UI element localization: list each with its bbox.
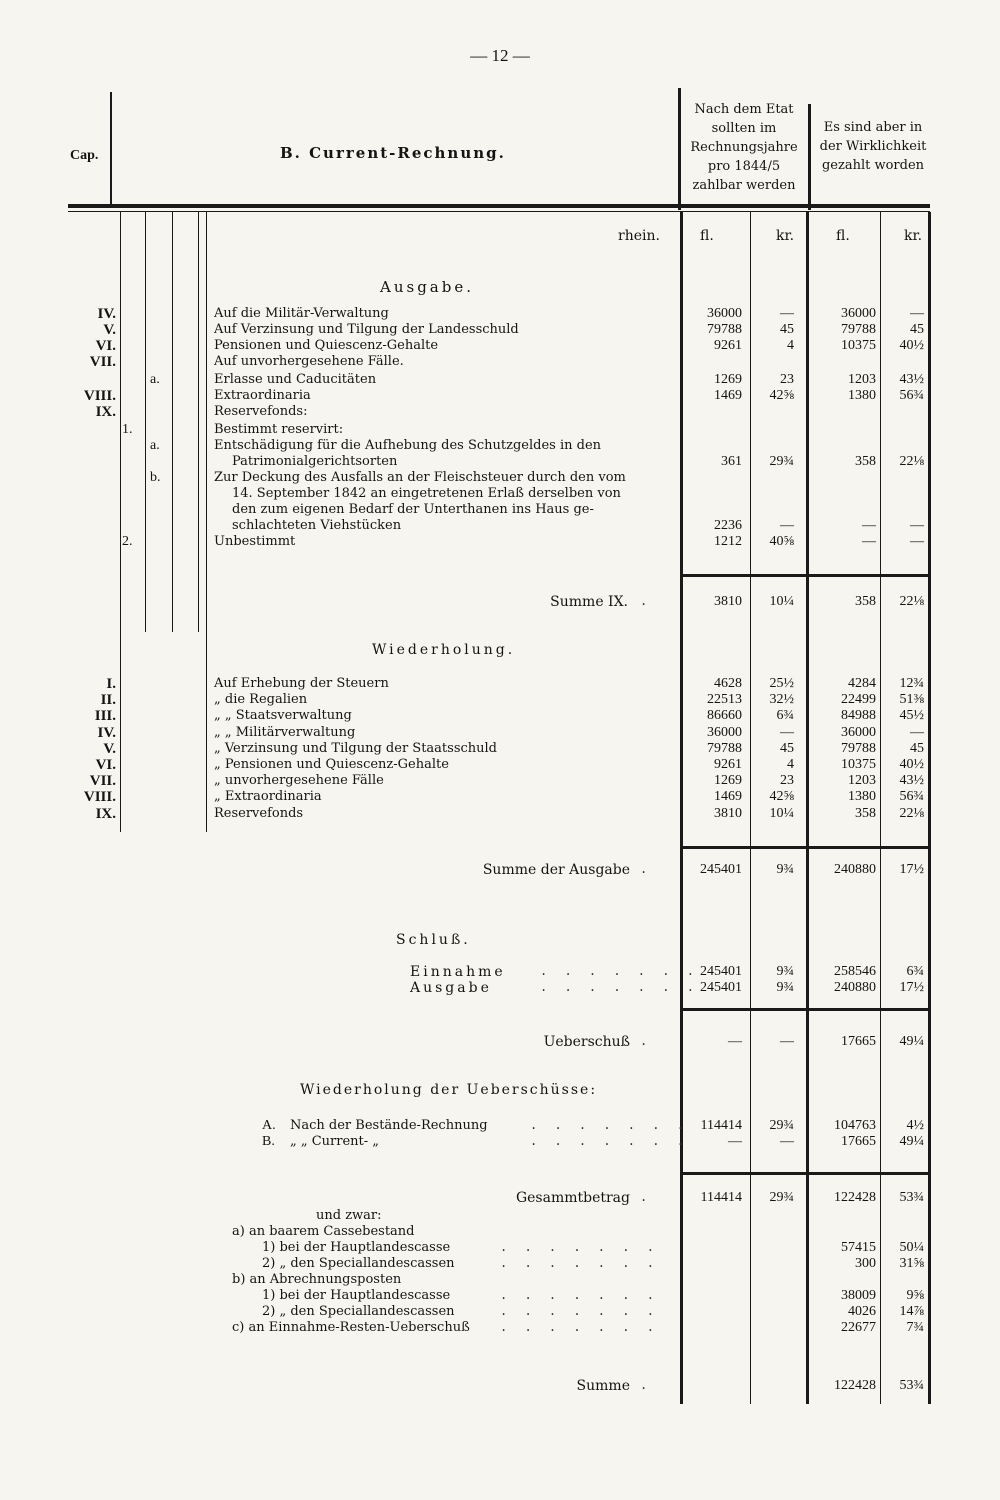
ausgabe-row-paid-kr: 45 [910, 322, 924, 337]
und-zwar-row-paid-fl: 57415 [841, 1240, 876, 1255]
summe-final-paid-fl: 122428 [834, 1378, 876, 1393]
ausgabe-row-etat-kr: 45 [780, 322, 794, 337]
wiederholung-row-text: „ „ Militärverwaltung [214, 724, 356, 740]
cap-header: Cap. [70, 148, 99, 163]
ausgabe-row-etat-fl: 1269 [714, 372, 742, 387]
ausgabe-sub: 1. [122, 422, 133, 437]
header-rule [68, 204, 930, 208]
ausgabe-row-paid-kr: 56¾ [899, 388, 924, 403]
und-zwar-row-paid-fl: 4026 [848, 1304, 876, 1319]
und-zwar-row-text: 1) bei der Hauptlandescasse [262, 1240, 451, 1255]
wiederholung-row-paid-kr: 22⅛ [899, 805, 924, 821]
sub-rule-2 [172, 212, 173, 632]
etat-kr-unit: kr. [776, 228, 795, 244]
ausgabe-row-text: Erlasse und Caducitäten [214, 372, 377, 387]
ausgabe-row-etat-fl: 79788 [707, 322, 742, 337]
ausgabe-row-paid-fl: 1380 [848, 388, 876, 403]
wiederholung-row-paid-fl: 22499 [841, 692, 876, 708]
ausgabe-row-paid-kr: — [910, 306, 924, 321]
ausgabe-row-paid-fl: 10375 [841, 338, 876, 353]
und-zwar-row-dots: . . . . . . . [500, 1320, 659, 1334]
wiederholung-title: Wiederholung. [372, 642, 516, 658]
wiederholung-row-text: „ die Regalien [214, 692, 308, 708]
schluss-row-text: Ausgabe [410, 980, 492, 996]
und-zwar-row-paid-kr: 7¾ [906, 1320, 924, 1335]
wiederholung-cap: V. [103, 740, 116, 757]
wiederholung-row-etat-fl: 79788 [707, 740, 742, 756]
und-zwar-row-text: 2) „ den Speciallandescassen [262, 1256, 455, 1271]
und-zwar-row-paid-kr: 31⅝ [899, 1256, 924, 1271]
wiederholung-row-paid-fl: 84988 [841, 708, 876, 724]
wiederholung-row-paid-kr: 40½ [899, 757, 924, 772]
ausgabe-row-text: Zur Deckung des Ausfalls an der Fleischsteuer durch den vom [214, 470, 626, 485]
summe-ix-paid-kr: 22⅛ [899, 594, 924, 609]
ausgabe-row-etat-fl: 1212 [714, 534, 742, 549]
und-zwar-row-dots: . . . . . . . [500, 1256, 659, 1270]
schluss-row-etat-kr: 9¾ [776, 980, 794, 995]
ausgabe-row-etat-kr: — [780, 306, 794, 321]
ausgabe-cap: IX. [95, 404, 116, 420]
ausgabe-row-etat-kr: — [780, 518, 794, 533]
ueberschuss-row-paid-kr: 4½ [906, 1118, 924, 1133]
und-zwar-row-dots: . . . . . . . [500, 1288, 659, 1302]
gesammtbetrag-etat-fl: 114414 [700, 1190, 742, 1205]
ueberschuss-letter: A. [262, 1118, 276, 1133]
ausgabe-sub2: a. [150, 372, 160, 387]
schluss-row-paid-fl: 240880 [834, 980, 876, 995]
ueberschuss-row-paid-kr: 49¼ [899, 1134, 924, 1149]
ausgabe-row-etat-fl: 9261 [714, 338, 742, 353]
wiederholung-cap: III. [94, 708, 116, 725]
wiederholung-row-paid-fl: 1380 [848, 789, 876, 805]
und-zwar-row-dots: . . . . . . . [500, 1304, 659, 1318]
ausgabe-row-text: Bestimmt reservirt: [214, 422, 344, 437]
wiederholung-row-paid-kr: — [910, 724, 924, 740]
ausgabe-row-text: den zum eigenen Bedarf der Unterthanen ins Haus ge- [232, 502, 594, 517]
ausgabe-row-paid-fl: 358 [855, 454, 876, 469]
wiederholung-row-paid-fl: 1203 [848, 773, 876, 789]
wiederholung-row-etat-kr: — [780, 724, 794, 740]
section-title: B. Current-Rechnung. [280, 144, 506, 162]
wiederholung-cap: IX. [95, 805, 116, 822]
summe-ausgabe-etat-fl: 245401 [700, 862, 742, 877]
sub-rule-1 [145, 212, 146, 632]
ausgabe-cap: VIII. [83, 388, 116, 404]
summe-ix-etat-kr: 10¼ [769, 594, 794, 609]
wiederholung-row-paid-kr: 45 [910, 740, 924, 756]
ausgabe-row-paid-fl: 79788 [841, 322, 876, 337]
und-zwar-row-paid-fl: 300 [855, 1256, 876, 1271]
summe-ausgabe-rule [680, 846, 930, 849]
ausgabe-row-etat-kr: 42⅝ [769, 388, 794, 403]
wiederholung-row-etat-kr: 45 [780, 740, 794, 756]
ausgabe-row-text: Extraordinaria [214, 388, 311, 403]
ausgabe-row-text: Auf die Militär-Verwaltung [214, 306, 389, 321]
ausgabe-row-paid-kr: 22⅛ [899, 454, 924, 469]
ueberschuss-row-etat-fl: — [728, 1134, 742, 1149]
wiederholung-row-text: Auf Erhebung der Steuern [214, 676, 389, 691]
wiederholung-row-etat-fl: 86660 [707, 708, 742, 724]
wiederholung-cap: II. [100, 692, 116, 709]
wiederholung-row-etat-kr: 25½ [769, 676, 794, 691]
schluss-row-text: Einnahme [410, 964, 506, 980]
wiederholung-cap: I. [106, 676, 116, 692]
und-zwar-row-paid-kr: 9⅝ [906, 1288, 924, 1303]
ueberschuss-row-etat-kr: 29¾ [769, 1118, 794, 1133]
wiederholung-row-paid-fl: 10375 [841, 757, 876, 772]
ausgabe-row-text: schlachteten Viehstücken [232, 518, 402, 533]
wiederholung-row-text: „ „ Staatsverwaltung [214, 708, 352, 724]
wiederholung-row-etat-kr: 6¾ [776, 708, 794, 724]
ausgabe-cap: VI. [95, 338, 116, 354]
wiederholung-row-etat-fl: 3810 [714, 805, 742, 821]
ausgabe-cap: VII. [89, 354, 116, 370]
ausgabe-row-text: 14. September 1842 an eingetretenen Erlaß derselben von [232, 486, 621, 501]
ausgabe-row-etat-kr: 23 [780, 372, 794, 387]
wiederholung-row-etat-fl: 4628 [714, 676, 742, 691]
wiederholung-row-text: „ Verzinsung und Tilgung der Staatsschuld [214, 740, 497, 756]
und-zwar-row-paid-kr: 50¼ [899, 1240, 924, 1255]
header-col-rule-2 [808, 104, 811, 210]
summe-ix-paid-fl: 358 [855, 594, 876, 609]
summe-ix-label: Summe IX. [550, 594, 628, 610]
ausgabe-row-text: Entschädigung für die Aufhebung des Schutzgeldes in den [214, 438, 602, 453]
header-col-rule-1 [678, 88, 681, 210]
ausgabe-row-etat-fl: 361 [721, 454, 742, 469]
wiederholung-row-etat-fl: 9261 [714, 757, 742, 772]
ausgabe-row-etat-fl: 1469 [714, 388, 742, 403]
column-header-paid: Es sind aber in der Wirklichkeit gezahlt worden [819, 120, 927, 173]
ausgabe-row-etat-kr: 40⅝ [769, 534, 794, 549]
ausgabe-cap: V. [103, 322, 116, 338]
ueberschuss-row-etat-kr: — [780, 1134, 794, 1149]
wiederholung-row-paid-fl: 79788 [841, 740, 876, 756]
und-zwar-row-paid-fl: 38009 [841, 1288, 876, 1303]
wiederholung-ueberschuesse-title: Wiederholung der Ueberschüsse: [300, 1082, 598, 1098]
page-number: — 12 — [470, 46, 530, 65]
und-zwar-row-text: 1) bei der Hauptlandescasse [262, 1288, 451, 1303]
gesammtbetrag-rule [680, 1172, 930, 1175]
schluss-row-paid-kr: 6¾ [906, 964, 924, 979]
ausgabe-cap: IV. [97, 306, 116, 322]
wiederholung-row-paid-kr: 12¾ [899, 676, 924, 691]
wiederholung-row-etat-kr: 10¼ [769, 805, 794, 821]
wiederholung-row-paid-fl: 4284 [848, 676, 876, 691]
und-zwar-row-text: b) an Abrechnungsposten [232, 1272, 402, 1287]
header-cap-rule [110, 92, 112, 204]
gesammtbetrag-label: Gesammtbetrag [515, 1190, 630, 1206]
ueberschuss-dots: . [640, 1034, 653, 1048]
ueberschuss-paid-fl: 17665 [841, 1034, 876, 1049]
schluss-row-etat-fl: 245401 [700, 980, 742, 995]
etat-right-rule [806, 212, 809, 1404]
ausgabe-row-text: Pensionen und Quiescenz-Gehalte [214, 338, 439, 353]
und-zwar-row-paid-fl: 22677 [841, 1320, 876, 1335]
paid-kr-rule [880, 212, 881, 1404]
gesammtbetrag-paid-kr: 53¾ [899, 1190, 924, 1205]
summe-ausgabe-etat-kr: 9¾ [776, 862, 794, 877]
summe-ausgabe-paid-kr: 17½ [899, 862, 924, 877]
ueberschuss-letter: B. [262, 1134, 275, 1149]
ausgabe-sub2: b. [150, 470, 161, 485]
wiederholung-row-etat-fl: 36000 [707, 724, 742, 740]
paid-kr-unit: kr. [904, 228, 923, 244]
ausgabe-row-text: Unbestimmt [214, 534, 296, 549]
schluss-row-dots: . . . . . . . [540, 980, 699, 994]
gesammtbetrag-etat-kr: 29¾ [769, 1190, 794, 1205]
wiederholung-row-etat-fl: 1469 [714, 789, 742, 805]
wiederholung-row-etat-kr: 23 [780, 773, 794, 789]
wiederholung-row-etat-fl: 1269 [714, 773, 742, 789]
ueberschuss-row-dots: . . . . . . . [530, 1118, 689, 1132]
ausgabe-row-etat-kr: 29¾ [769, 454, 794, 469]
column-header-etat: Nach dem Etat sollten im Rechnungsjahre pro 1844/5 zahlbar werden [690, 102, 798, 193]
ueberschuss-row-text: Nach der Bestände-Rechnung [290, 1118, 488, 1133]
und-zwar-row-paid-kr: 14⅞ [899, 1304, 924, 1319]
gesammtbetrag-dots: . [640, 1190, 653, 1204]
wiederholung-row-text: Reservefonds [214, 805, 304, 821]
ueberschuss-rule [680, 1008, 930, 1011]
summe-ix-dots: . [640, 594, 653, 608]
wiederholung-row-etat-kr: 4 [787, 757, 794, 772]
ueberschuss-row-text: „ „ Current- „ [290, 1134, 380, 1149]
ausgabe-title: Ausgabe. [380, 278, 474, 296]
text-rule [206, 212, 207, 832]
wiederholung-row-paid-kr: 45½ [899, 708, 924, 724]
etat-kr-rule [750, 212, 751, 1404]
schluss-row-dots: . . . . . . . [540, 964, 699, 978]
summe-ix-etat-fl: 3810 [714, 594, 742, 609]
wiederholung-cap: IV. [97, 724, 116, 741]
summe-final-label: Summe [576, 1378, 630, 1394]
ausgabe-row-paid-fl: 36000 [841, 306, 876, 321]
schluss-row-etat-kr: 9¾ [776, 964, 794, 979]
wiederholung-row-text: „ unvorhergesehene Fälle [214, 773, 384, 789]
ueberschuss-row-paid-fl: 17665 [841, 1134, 876, 1149]
wiederholung-cap: VI. [95, 757, 116, 773]
wiederholung-row-paid-kr: 43½ [899, 773, 924, 789]
schluss-row-etat-fl: 245401 [700, 964, 742, 979]
ueberschuss-label: Ueberschuß [543, 1034, 630, 1050]
ausgabe-sub2: a. [150, 438, 160, 453]
wiederholung-row-text: „ Extraordinaria [214, 789, 322, 805]
wiederholung-row-etat-kr: 42⅝ [769, 789, 794, 805]
und-zwar-title: und zwar: [316, 1208, 382, 1223]
ueberschuss-row-dots: . . . . . . . [530, 1134, 689, 1148]
wiederholung-row-etat-kr: 32½ [769, 692, 794, 708]
ausgabe-row-text: Auf Verzinsung und Tilgung der Landesschuld [214, 322, 519, 337]
summe-ausgabe-label: Summe der Ausgabe [482, 862, 630, 878]
ausgabe-row-etat-kr: 4 [787, 338, 794, 353]
summe-ausgabe-dots: . [640, 862, 653, 876]
wiederholung-row-paid-kr: 56¾ [899, 789, 924, 805]
ausgabe-row-paid-kr: 43½ [899, 372, 924, 387]
und-zwar-row-dots: . . . . . . . [500, 1240, 659, 1254]
wiederholung-row-paid-fl: 36000 [841, 724, 876, 740]
ausgabe-row-paid-kr: 40½ [899, 338, 924, 353]
ausgabe-row-paid-fl: 1203 [848, 372, 876, 387]
ueberschuss-row-etat-fl: 114414 [700, 1118, 742, 1133]
summe-final-paid-kr: 53¾ [899, 1378, 924, 1393]
paid-fl-unit: fl. [836, 228, 850, 244]
wiederholung-row-etat-fl: 22513 [707, 692, 742, 708]
schluss-row-paid-fl: 258546 [834, 964, 876, 979]
ausgabe-row-text: Patrimonialgerichtsorten [232, 454, 398, 469]
ueberschuss-row-paid-fl: 104763 [834, 1118, 876, 1133]
ausgabe-row-paid-kr: — [910, 518, 924, 533]
ausgabe-row-paid-fl: — [862, 534, 876, 549]
wiederholung-cap: VII. [89, 773, 116, 790]
ausgabe-row-etat-fl: 2236 [714, 518, 742, 533]
wiederholung-row-text: „ Pensionen und Quiescenz-Gehalte [214, 757, 449, 772]
schluss-title: Schluß. [396, 932, 471, 948]
paid-right-rule [928, 212, 931, 1404]
ausgabe-row-text: Reservefonds: [214, 404, 308, 419]
und-zwar-row-text: c) an Einnahme-Resten-Ueberschuß [232, 1320, 470, 1335]
wiederholung-row-paid-kr: 51⅜ [899, 692, 924, 708]
sub-rule-3 [198, 212, 199, 632]
ausgabe-row-paid-fl: — [862, 518, 876, 533]
ausgabe-row-text: Auf unvorhergesehene Fälle. [214, 354, 404, 369]
ueberschuss-etat-kr: — [780, 1034, 794, 1049]
wiederholung-cap: VIII. [83, 789, 116, 806]
gesammtbetrag-paid-fl: 122428 [834, 1190, 876, 1205]
und-zwar-row-text: a) an baarem Cassebestand [232, 1224, 415, 1239]
ausgabe-row-paid-kr: — [910, 534, 924, 549]
ausgabe-sub: 2. [122, 534, 133, 549]
summe-final-dots: . [640, 1378, 653, 1392]
ueberschuss-etat-fl: — [728, 1034, 742, 1049]
ausgabe-row-etat-fl: 36000 [707, 306, 742, 321]
wiederholung-row-paid-fl: 358 [855, 805, 876, 821]
etat-fl-unit: fl. [700, 228, 714, 244]
summe-ausgabe-paid-fl: 240880 [834, 862, 876, 877]
und-zwar-row-text: 2) „ den Speciallandescassen [262, 1304, 455, 1319]
schluss-row-paid-kr: 17½ [899, 980, 924, 995]
cap-rule [120, 212, 121, 832]
currency-label: rhein. [618, 228, 660, 244]
ueberschuss-paid-kr: 49¼ [899, 1034, 924, 1049]
summe-ix-rule [680, 574, 930, 577]
